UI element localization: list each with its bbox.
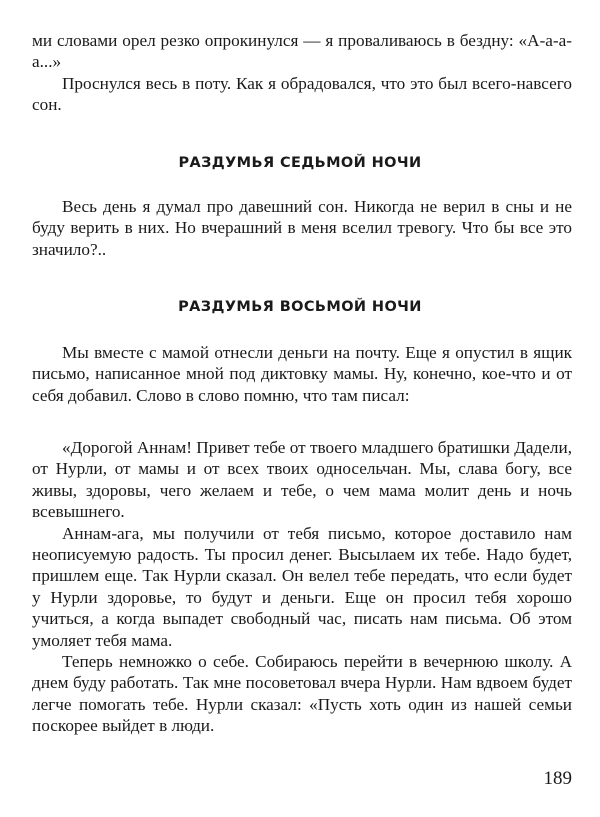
section7-text bbox=[32, 196, 572, 260]
letter-paragraph-2: Аннам-ага, мы получили от тебя письмо, которое доставило нам неописуемую радость. Ты просил денег. Высылаем их тебе. Надо будет, пришлем еще. Так Нурли сказал. Он велел тебе передать, что если будет у Нурли здоровье, то будут и деньги. Еще он просил тебя хорошо учиться, а когда выпадет свободный час, писать нам письма. Об этом умоляет тебя мама. bbox=[32, 523, 572, 650]
paragraph-section7-1: Весь день я думал про давешний сон. Никогда не верил в сны и не буду верить в них. Но вчерашний в меня вселил тревогу. Что бы все это значило?.. bbox=[32, 197, 572, 259]
letter-paragraph-3: Теперь немножко о себе. Собираюсь перейти в вечернюю школу. А днем буду работать. Так мне посоветовал вчера Нурли. Нам вдвоем будет легче помогать тебе. Нурли сказал: «Пусть хоть один из нашей семьи поскорее выйдет в люди. bbox=[32, 652, 572, 736]
page-number: 189 bbox=[543, 768, 572, 789]
paragraph-section8-1: Мы вместе с мамой отнесли деньги на почту. Еще я опустил в ящик письмо, написанное мной под диктовку мамы. Ну, конечно, кое-что и от себя добавил. Слово в слово помню, что там писал: bbox=[32, 343, 572, 405]
top-text bbox=[32, 30, 572, 116]
section-heading-eighth-night: РАЗДУМЬЯ ВОСЬМОЙ НОЧИ bbox=[178, 299, 422, 315]
section-heading-seventh-night: РАЗДУМЬЯ СЕДЬМОЙ НОЧИ bbox=[178, 155, 422, 171]
paragraph-top-2: Проснулся весь в поту. Как я обрадовался, что это был всего-навсего сон. bbox=[32, 73, 572, 115]
letter-text bbox=[32, 437, 572, 737]
paragraph-top-1: ми словами орел резко опрокинулся — я проваливаюсь в бездну: «А-а-а-а...» bbox=[32, 31, 572, 72]
section8-intro bbox=[32, 342, 572, 406]
letter-paragraph-1: «Дорогой Аннам! Привет тебе от твоего младшего братишки Дадели, от Нурли, от мамы и от всех твоих односельчан. Мы, слава богу, все живы, здоровы, чего желаем и тебе, о чем мама молит день и ночь всевышнего. bbox=[32, 438, 572, 522]
